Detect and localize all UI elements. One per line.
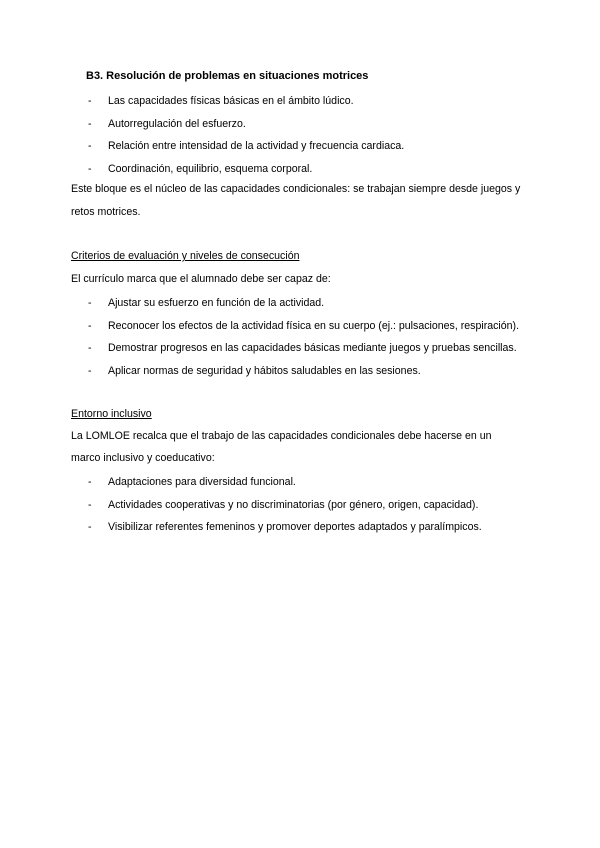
bullet-dash: - — [88, 140, 92, 152]
list-item-text: Demostrar progresos en las capacidades básicas mediante juegos y pruebas sencillas. — [108, 342, 517, 354]
bullet-dash: - — [88, 342, 92, 354]
bullet-dash: - — [88, 364, 92, 377]
criterios-title: Criterios de evaluación y niveles de consecución — [71, 250, 300, 262]
list-item-text: Reconocer los efectos de la actividad física en su cuerpo (ej.: pulsaciones, respiración). — [108, 319, 520, 332]
list-item-text: Actividades cooperativas y no discriminatorias (por género, origen, capacidad). — [108, 498, 479, 511]
list-item-text: Aplicar normas de seguridad y hábitos saludables en las sesiones. — [108, 364, 421, 377]
list-item-text: Coordinación, equilibrio, esquema corporal. — [108, 162, 313, 175]
bullet-dash: - — [88, 297, 92, 309]
entorno-intro-line1: La LOMLOE recalca que el trabajo de las capacidades condicionales debe hacerse en un — [71, 430, 492, 442]
list-item-text: Autorregulación del esfuerzo. — [108, 117, 246, 130]
bullet-dash: - — [88, 162, 92, 175]
bullet-dash: - — [88, 498, 92, 511]
entorno-title: Entorno inclusivo — [71, 408, 152, 420]
list-item-text: Relación entre intensidad de la actividad y frecuencia cardiaca. — [108, 140, 405, 152]
bullet-dash: - — [88, 95, 92, 107]
section-heading-b3: B3. Resolución de problemas en situaciones motrices — [86, 70, 369, 82]
list-item-text: Adaptaciones para diversidad funcional. — [108, 476, 296, 488]
bullet-dash: - — [88, 476, 92, 488]
criterios-intro: El currículo marca que el alumnado debe ser capaz de: — [71, 273, 331, 285]
list-item-text: Ajustar su esfuerzo en función de la actividad. — [108, 297, 325, 309]
bullet-dash: - — [88, 521, 92, 533]
bullet-dash: - — [88, 117, 92, 130]
list-item-text: Visibilizar referentes femeninos y promover deportes adaptados y paralímpicos. — [108, 521, 482, 533]
bullet-dash: - — [88, 319, 92, 332]
b3-paragraph: Este bloque es el núcleo de las capacidades condicionales: se trabajan siempre desde juegos y retos motrices. — [71, 183, 521, 218]
entorno-intro-line2: marco inclusivo y coeducativo: — [71, 452, 215, 464]
list-item-text: Las capacidades físicas básicas en el ámbito lúdico. — [108, 95, 354, 107]
